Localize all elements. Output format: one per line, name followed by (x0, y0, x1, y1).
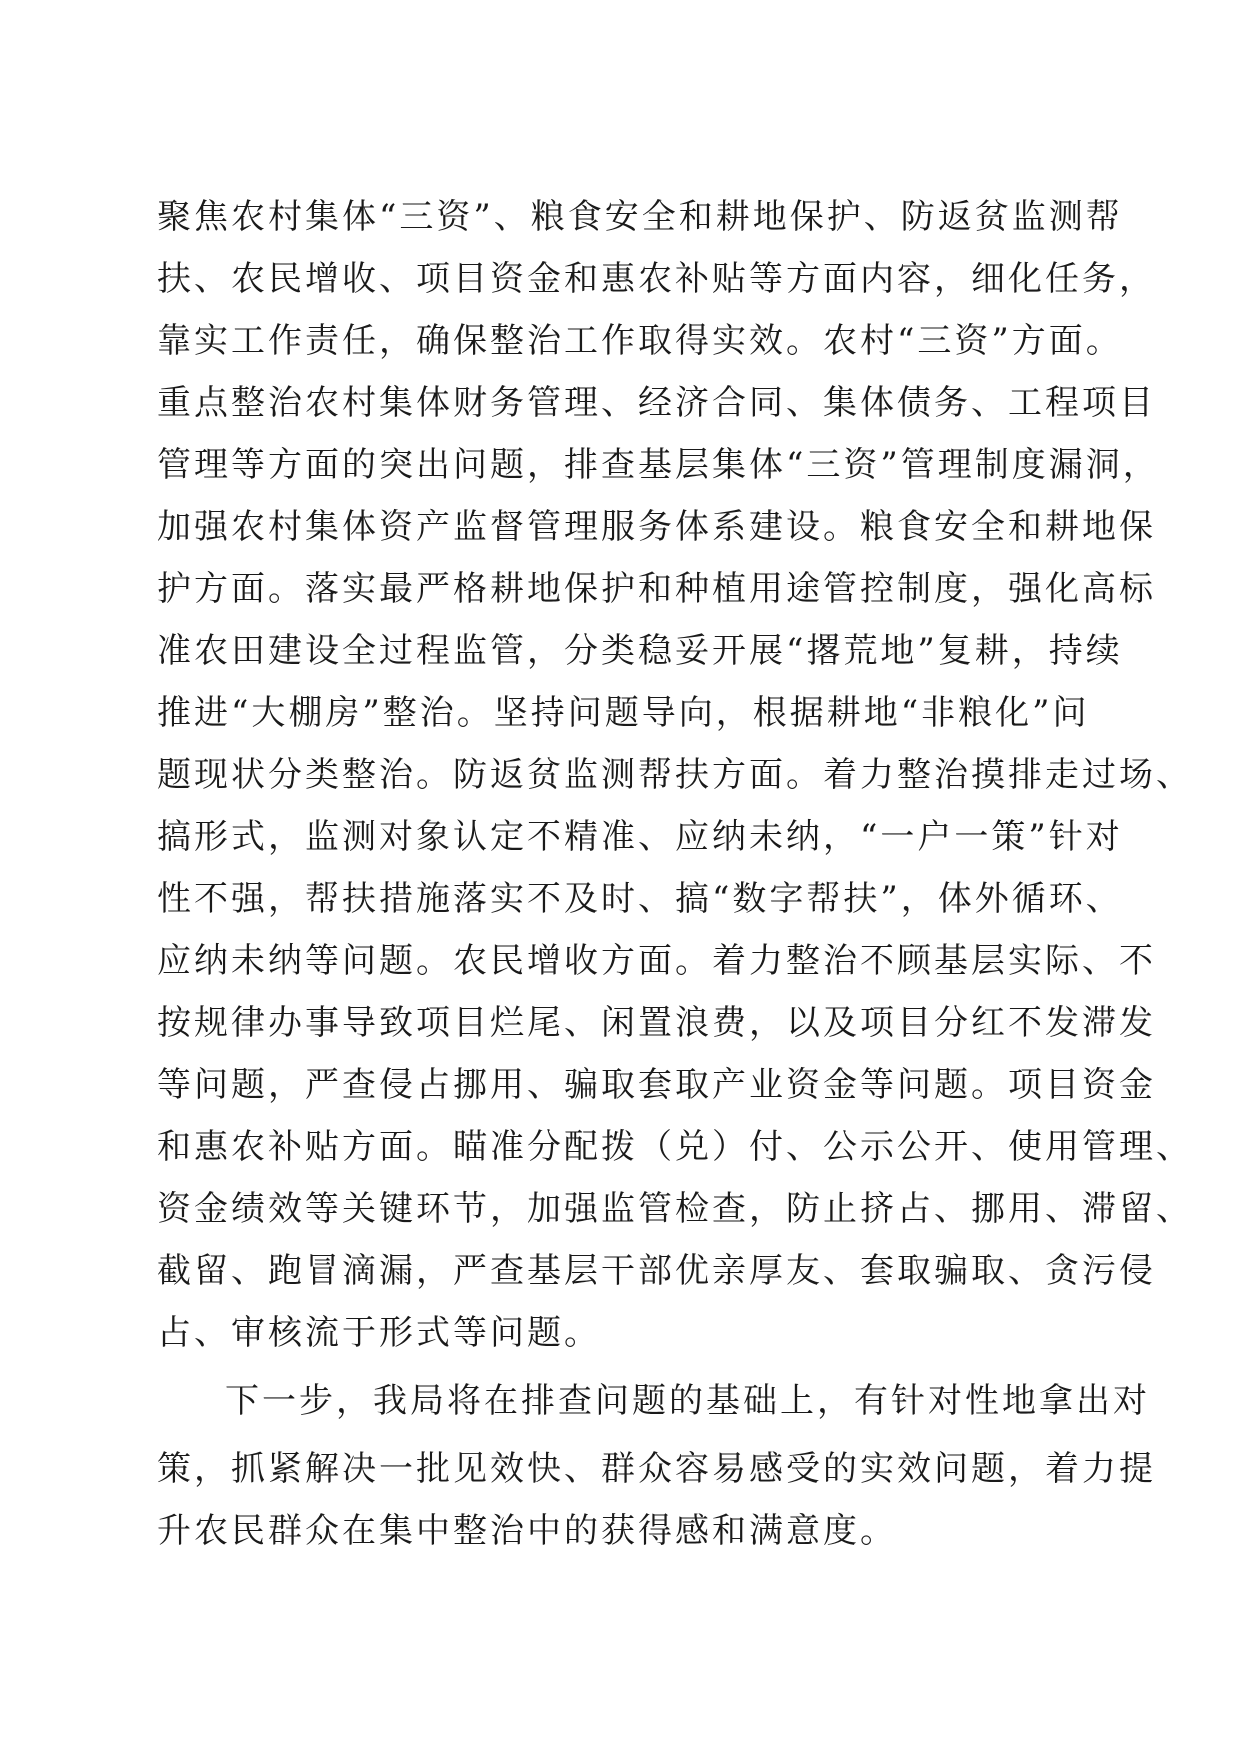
text-line: 占、审核流于形式等问题。 (157, 1313, 601, 1353)
text-line: 准农田建设全过程监管，分类稳妥开展“撂荒地”复耕，持续 (157, 631, 1123, 671)
text-line: 聚焦农村集体“三资”、粮食安全和耕地保护、防返贫监测帮 (157, 197, 1123, 237)
text-line: 加强农村集体资产监督管理服务体系建设。粮食安全和耕地保 (157, 507, 1156, 547)
text-line: 扶、农民增收、项目资金和惠农补贴等方面内容，细化任务， (157, 259, 1156, 299)
text-line: 策，抓紧解决一批见效快、群众容易感受的实效问题，着力提 (157, 1449, 1156, 1489)
text-line: 按规律办事导致项目烂尾、闲置浪费，以及项目分红不发滞发 (157, 1003, 1156, 1043)
text-line: 搞形式，监测对象认定不精准、应纳未纳，“一户一策”针对 (157, 817, 1123, 857)
text-line: 性不强，帮扶措施落实不及时、搞“数字帮扶”，体外循环、 (157, 879, 1123, 919)
text-line: 靠实工作责任，确保整治工作取得实效。农村“三资”方面。 (157, 321, 1123, 361)
text-line: 题现状分类整治。防返贫监测帮扶方面。着力整治摸排走过场、 (157, 755, 1193, 795)
paragraph-2 (157, 1364, 1156, 1562)
text-line: 推进“大棚房”整治。坚持问题导向，根据耕地“非粮化”问 (157, 693, 1090, 733)
text-line: 升农民群众在集中整治中的获得感和满意度。 (157, 1511, 897, 1551)
text-line: 重点整治农村集体财务管理、经济合同、集体债务、工程项目 (157, 383, 1156, 423)
text-line: 护方面。落实最严格耕地保护和种植用途管控制度，强化高标 (157, 569, 1156, 609)
text-line: 和惠农补贴方面。瞄准分配拨（兑）付、公示公开、使用管理、 (157, 1127, 1193, 1167)
paragraph-1 (157, 186, 1193, 1364)
text-line: 下一步，我局将在排查问题的基础上，有针对性地拿出对 (225, 1381, 1150, 1421)
text-line: 应纳未纳等问题。农民增收方面。着力整治不顾基层实际、不 (157, 941, 1156, 981)
text-line: 等问题，严查侵占挪用、骗取套取产业资金等问题。项目资金 (157, 1065, 1156, 1105)
text-line: 管理等方面的突出问题，排查基层集体“三资”管理制度漏洞， (157, 445, 1160, 485)
text-line: 资金绩效等关键环节，加强监管检查，防止挤占、挪用、滞留、 (157, 1189, 1193, 1229)
document-body (157, 186, 1193, 1562)
text-line: 截留、跑冒滴漏，严查基层干部优亲厚友、套取骗取、贪污侵 (157, 1251, 1156, 1291)
